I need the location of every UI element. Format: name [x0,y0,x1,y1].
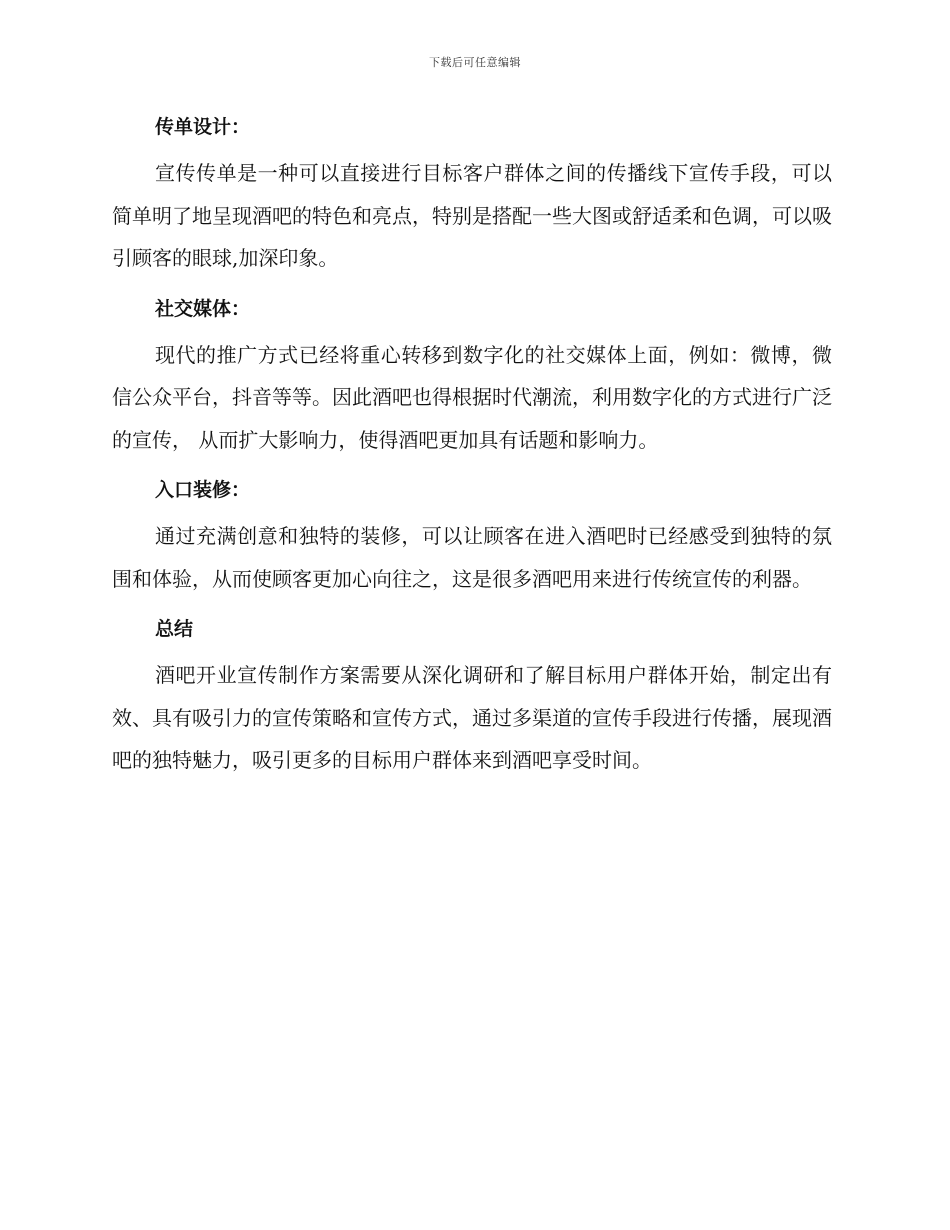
document-body [112,108,832,792]
section-entrance-decoration [112,471,832,600]
section-paragraph: 现代的推广方式已经将重心转移到数字化的社交媒体上面，例如：微博，微信公众平台，抖音等等。因此酒吧也得根据时代潮流，利用数字化的方式进行广泛的宣传， 从而扩大影响力，使得酒吧更加具有话题和影响力。 [112,342,832,452]
section-paragraph: 宣传传单是一种可以直接进行目标客户群体之间的传播线下宣传手段，可以简单明了地呈现酒吧的特色和亮点，特别是搭配一些大图或舒适柔和色调，可以吸引顾客的眼球,加深印象。 [112,161,832,270]
section-paragraph: 通过充满创意和独特的装修，可以让顾客在进入酒吧时已经感受到独特的氛围和体验，从而使顾客更加心向往之，这是很多酒吧用来进行传统宣传的利器。 [112,524,832,591]
section-paragraph: 酒吧开业宣传制作方案需要从深化调研和了解目标用户群体开始，制定出有效、具有吸引力的宣传策略和宣传方式，通过多渠道的宣传手段进行传播，展现酒吧的独特魅力，吸引更多的目标用户群体来到酒吧享受时间。 [112,663,832,772]
section-social-media [112,290,832,462]
section-heading: 总结 [155,618,194,640]
section-heading: 入口装修： [155,479,251,501]
section-heading: 传单设计： [155,116,251,138]
section-heading: 社交媒体： [155,297,251,320]
section-summary [112,610,832,782]
section-flyer-design [112,108,832,280]
page-header: 下载后可任意编辑 [429,56,521,69]
